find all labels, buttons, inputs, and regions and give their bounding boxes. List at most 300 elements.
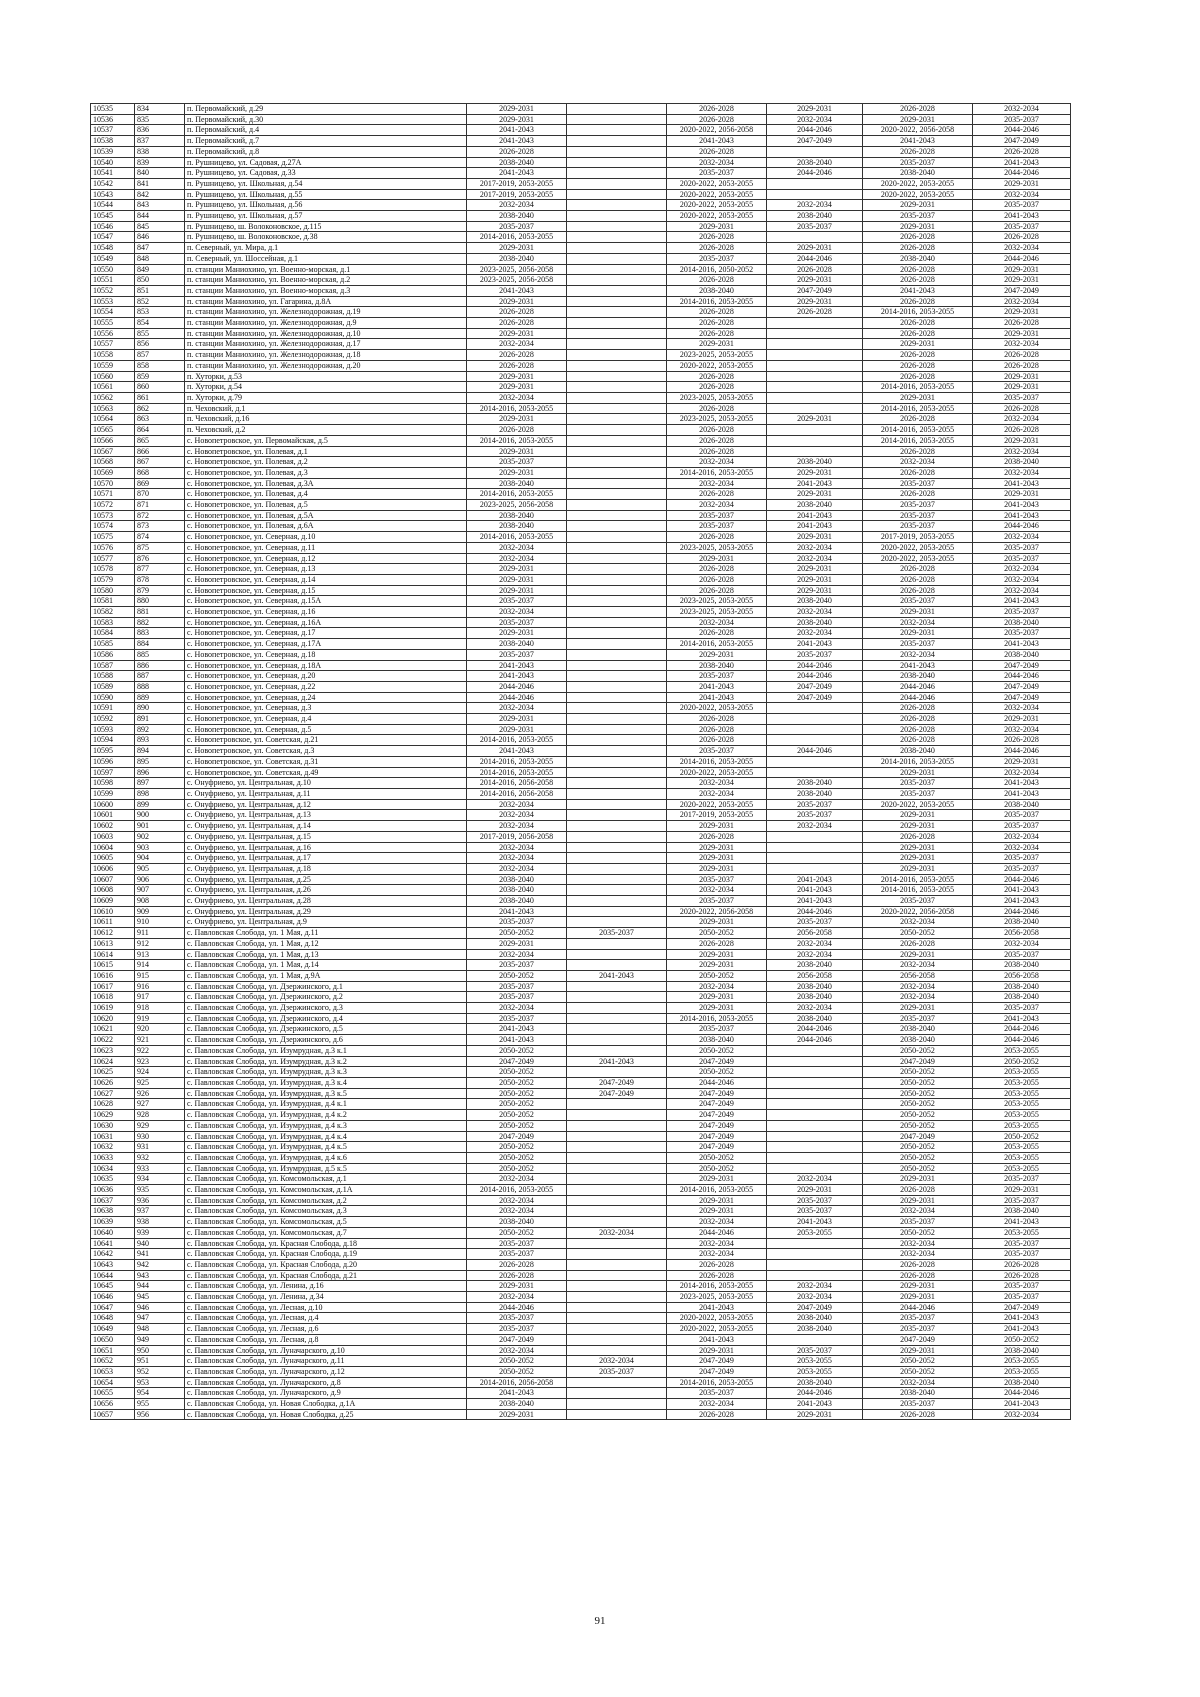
period-cell: 2014-2016, 2053-2055 (863, 885, 973, 896)
period-cell: 2026-2028 (467, 1259, 567, 1270)
period-cell: 2020-2022, 2053-2055 (863, 553, 973, 564)
row-number-cell: 867 (135, 457, 185, 468)
address-cell: п. Рушницево, ш. Волоконовское, д.38 (185, 232, 467, 243)
row-id-cell: 10615 (91, 960, 135, 971)
row-number-cell: 863 (135, 414, 185, 425)
row-number-cell: 859 (135, 371, 185, 382)
period-cell (567, 382, 667, 393)
row-number-cell: 841 (135, 178, 185, 189)
row-number-cell: 956 (135, 1409, 185, 1420)
period-cell: 2038-2040 (767, 457, 863, 468)
table-row (91, 649, 1071, 660)
period-cell: 2020-2022, 2056-2058 (863, 906, 973, 917)
row-id-cell: 10582 (91, 607, 135, 618)
period-cell: 2026-2028 (863, 467, 973, 478)
period-cell: 2044-2046 (973, 1388, 1071, 1399)
row-number-cell: 885 (135, 649, 185, 660)
table-row (91, 810, 1071, 821)
table-row (91, 104, 1071, 115)
period-cell: 2044-2046 (863, 692, 973, 703)
row-number-cell: 911 (135, 928, 185, 939)
address-cell: с. Онуфриево, ул. Центральная, д.12 (185, 799, 467, 810)
period-cell (567, 617, 667, 628)
period-cell (567, 1206, 667, 1217)
period-cell: 2014-2016, 2050-2052 (667, 264, 767, 275)
period-cell: 2029-2031 (863, 1292, 973, 1303)
row-id-cell: 10612 (91, 928, 135, 939)
address-cell: с. Новопетровское, ул. Советская, д.49 (185, 767, 467, 778)
row-id-cell: 10630 (91, 1120, 135, 1131)
row-number-cell: 895 (135, 756, 185, 767)
row-id-cell: 10639 (91, 1217, 135, 1228)
period-cell: 2050-2052 (467, 1088, 567, 1099)
address-cell: с. Новопетровское, ул. Полевая, д.3А (185, 478, 467, 489)
period-cell: 2047-2049 (767, 285, 863, 296)
period-cell: 2041-2043 (973, 157, 1071, 168)
period-cell (567, 574, 667, 585)
address-cell: с. Павловская Слобода, ул. Красная Слобода, д.18 (185, 1238, 467, 1249)
period-cell (567, 489, 667, 500)
period-cell (567, 1152, 667, 1163)
row-number-cell: 891 (135, 714, 185, 725)
period-cell: 2035-2037 (863, 211, 973, 222)
period-cell: 2026-2028 (667, 275, 767, 286)
address-cell: п. станции Маниохино, ул. Железнодорожная, д.17 (185, 339, 467, 350)
period-cell: 2038-2040 (467, 896, 567, 907)
address-cell: с. Новопетровское, ул. Полевая, д.4 (185, 489, 467, 500)
period-cell: 2029-2031 (767, 532, 863, 543)
period-cell: 2014-2016, 2053-2055 (863, 435, 973, 446)
row-id-cell: 10567 (91, 446, 135, 457)
period-cell: 2026-2028 (467, 146, 567, 157)
row-id-cell: 10574 (91, 521, 135, 532)
period-cell: 2029-2031 (467, 938, 567, 949)
period-cell: 2041-2043 (973, 1217, 1071, 1228)
address-cell: с. Павловская Слобода, ул. Изумрудная, д.3 к.3 (185, 1067, 467, 1078)
period-cell (567, 253, 667, 264)
row-number-cell: 861 (135, 392, 185, 403)
period-cell: 2038-2040 (767, 778, 863, 789)
row-number-cell: 896 (135, 767, 185, 778)
period-cell (767, 350, 863, 361)
period-cell: 2038-2040 (863, 1388, 973, 1399)
table-row (91, 1174, 1071, 1185)
period-cell: 2047-2049 (973, 660, 1071, 671)
row-number-cell: 899 (135, 799, 185, 810)
period-cell: 2017-2019, 2053-2055 (667, 810, 767, 821)
row-number-cell: 838 (135, 146, 185, 157)
period-cell: 2041-2043 (973, 596, 1071, 607)
row-id-cell: 10617 (91, 981, 135, 992)
address-cell: с. Павловская Слобода, ул. Дзержинского, д.6 (185, 1035, 467, 1046)
period-cell: 2026-2028 (467, 1270, 567, 1281)
period-cell: 2026-2028 (863, 318, 973, 329)
row-id-cell: 10609 (91, 896, 135, 907)
period-cell (767, 382, 863, 393)
period-cell: 2020-2022, 2053-2055 (667, 211, 767, 222)
row-id-cell: 10622 (91, 1035, 135, 1046)
period-cell (567, 703, 667, 714)
row-id-cell: 10627 (91, 1088, 135, 1099)
table-row (91, 1195, 1071, 1206)
table-row (91, 264, 1071, 275)
address-cell: с. Новопетровское, ул. Северная, д.16 (185, 607, 467, 618)
period-cell: 2014-2016, 2053-2055 (667, 1281, 767, 1292)
period-cell (567, 1217, 667, 1228)
row-id-cell: 10592 (91, 714, 135, 725)
address-cell: п. станции Маниохино, ул. Железнодорожная, д.9 (185, 318, 467, 329)
period-cell (567, 671, 667, 682)
table-row (91, 1142, 1071, 1153)
table-row (91, 1099, 1071, 1110)
table-row (91, 853, 1071, 864)
period-cell: 2038-2040 (767, 1013, 863, 1024)
period-cell: 2041-2043 (467, 285, 567, 296)
period-cell: 2026-2028 (667, 1270, 767, 1281)
row-id-cell: 10647 (91, 1302, 135, 1313)
period-cell: 2035-2037 (567, 1366, 667, 1377)
address-cell: с. Новопетровское, ул. Первомайская, д.5 (185, 435, 467, 446)
row-number-cell: 904 (135, 853, 185, 864)
row-id-cell: 10610 (91, 906, 135, 917)
address-cell: п. Хуторки, д.79 (185, 392, 467, 403)
period-cell (567, 211, 667, 222)
period-cell: 2026-2028 (863, 1270, 973, 1281)
period-cell (767, 863, 863, 874)
period-cell: 2035-2037 (863, 896, 973, 907)
period-cell: 2047-2049 (667, 1110, 767, 1121)
table-row (91, 500, 1071, 511)
period-cell: 2050-2052 (667, 970, 767, 981)
row-number-cell: 855 (135, 328, 185, 339)
period-cell: 2035-2037 (863, 639, 973, 650)
period-cell: 2029-2031 (667, 960, 767, 971)
address-cell: с. Павловская Слобода, ул. Красная Слобода, д.19 (185, 1249, 467, 1260)
schedule-table (90, 103, 1071, 1420)
period-cell: 2026-2028 (863, 735, 973, 746)
row-number-cell: 912 (135, 938, 185, 949)
row-id-cell: 10552 (91, 285, 135, 296)
table-row (91, 307, 1071, 318)
period-cell (567, 735, 667, 746)
table-row (91, 596, 1071, 607)
period-cell: 2020-2022, 2053-2055 (863, 189, 973, 200)
period-cell: 2041-2043 (667, 692, 767, 703)
period-cell: 2056-2058 (973, 970, 1071, 981)
row-number-cell: 913 (135, 949, 185, 960)
period-cell: 2038-2040 (667, 1035, 767, 1046)
address-cell: с. Онуфриево, ул. Центральная, д.26 (185, 885, 467, 896)
row-number-cell: 897 (135, 778, 185, 789)
period-cell: 2032-2034 (667, 617, 767, 628)
period-cell: 2050-2052 (667, 1152, 767, 1163)
row-id-cell: 10581 (91, 596, 135, 607)
period-cell: 2026-2028 (667, 146, 767, 157)
period-cell: 2029-2031 (667, 339, 767, 350)
period-cell: 2032-2034 (863, 1238, 973, 1249)
row-number-cell: 850 (135, 275, 185, 286)
table-row (91, 681, 1071, 692)
period-cell: 2035-2037 (973, 553, 1071, 564)
row-id-cell: 10553 (91, 296, 135, 307)
period-cell (567, 885, 667, 896)
table-row (91, 1045, 1071, 1056)
period-cell: 2026-2028 (667, 831, 767, 842)
period-cell: 2047-2049 (767, 681, 863, 692)
period-cell: 2029-2031 (863, 221, 973, 232)
period-cell: 2032-2034 (467, 703, 567, 714)
row-id-cell: 10558 (91, 350, 135, 361)
page-number: 91 (594, 1615, 606, 1627)
period-cell (567, 318, 667, 329)
period-cell: 2029-2031 (863, 607, 973, 618)
period-cell: 2026-2028 (667, 574, 767, 585)
period-cell (767, 435, 863, 446)
period-cell: 2041-2043 (667, 136, 767, 147)
period-cell: 2041-2043 (467, 671, 567, 682)
document-table-container (90, 103, 1070, 1420)
row-id-cell: 10618 (91, 992, 135, 1003)
row-id-cell: 10649 (91, 1324, 135, 1335)
period-cell: 2014-2016, 2053-2055 (863, 403, 973, 414)
table-row (91, 1185, 1071, 1196)
row-number-cell: 947 (135, 1313, 185, 1324)
row-id-cell: 10616 (91, 970, 135, 981)
row-number-cell: 883 (135, 628, 185, 639)
row-number-cell: 954 (135, 1388, 185, 1399)
period-cell (767, 1334, 863, 1345)
period-cell: 2035-2037 (973, 853, 1071, 864)
address-cell: с. Новопетровское, ул. Северная, д.5 (185, 724, 467, 735)
period-cell (567, 200, 667, 211)
period-cell: 2050-2052 (863, 1067, 973, 1078)
address-cell: с. Павловская Слобода, ул. Новая Слободка, д.25 (185, 1409, 467, 1420)
period-cell: 2047-2049 (467, 1056, 567, 1067)
row-id-cell: 10570 (91, 478, 135, 489)
row-number-cell: 929 (135, 1120, 185, 1131)
row-id-cell: 10564 (91, 414, 135, 425)
table-row (91, 339, 1071, 350)
period-cell: 2029-2031 (973, 489, 1071, 500)
period-cell: 2035-2037 (863, 1313, 973, 1324)
address-cell: с. Новопетровское, ул. Северная, д.17 (185, 628, 467, 639)
row-number-cell: 872 (135, 510, 185, 521)
period-cell: 2026-2028 (863, 489, 973, 500)
period-cell: 2056-2058 (863, 970, 973, 981)
period-cell: 2032-2034 (467, 1292, 567, 1303)
table-row (91, 1259, 1071, 1270)
period-cell: 2029-2031 (467, 371, 567, 382)
period-cell (567, 596, 667, 607)
period-cell: 2014-2016, 2053-2055 (667, 467, 767, 478)
row-id-cell: 10638 (91, 1206, 135, 1217)
address-cell: с. Павловская Слобода, ул. Изумрудная, д.3 к.1 (185, 1045, 467, 1056)
row-number-cell: 869 (135, 478, 185, 489)
period-cell: 2032-2034 (767, 1003, 863, 1014)
period-cell: 2026-2028 (863, 938, 973, 949)
address-cell: с. Павловская Слобода, ул. Изумрудная, д.4 к.1 (185, 1099, 467, 1110)
period-cell: 2026-2028 (863, 328, 973, 339)
period-cell: 2029-2031 (767, 564, 863, 575)
period-cell: 2029-2031 (467, 328, 567, 339)
period-cell: 2020-2022, 2056-2058 (863, 125, 973, 136)
table-row (91, 435, 1071, 446)
period-cell: 2050-2052 (467, 1120, 567, 1131)
table-row (91, 1281, 1071, 1292)
address-cell: с. Павловская Слобода, ул. 1 Мая, д.11 (185, 928, 467, 939)
period-cell: 2050-2052 (467, 1110, 567, 1121)
period-cell: 2029-2031 (863, 1003, 973, 1014)
address-cell: с. Павловская Слобода, ул. Лесная, д.6 (185, 1324, 467, 1335)
address-cell: п. Рушницево, ул. Садовая, д.33 (185, 168, 467, 179)
period-cell (567, 1399, 667, 1410)
period-cell: 2050-2052 (467, 1045, 567, 1056)
period-cell (767, 767, 863, 778)
period-cell: 2023-2025, 2056-2058 (467, 264, 567, 275)
period-cell: 2032-2034 (767, 1174, 863, 1185)
period-cell: 2026-2028 (863, 574, 973, 585)
period-cell: 2029-2031 (863, 821, 973, 832)
period-cell: 2029-2031 (667, 992, 767, 1003)
period-cell: 2044-2046 (467, 1302, 567, 1313)
row-id-cell: 10550 (91, 264, 135, 275)
address-cell: с. Онуфриево, ул. Центральная, д.16 (185, 842, 467, 853)
row-id-cell: 10656 (91, 1399, 135, 1410)
row-id-cell: 10583 (91, 617, 135, 628)
period-cell: 2044-2046 (767, 168, 863, 179)
row-id-cell: 10551 (91, 275, 135, 286)
period-cell: 2050-2052 (467, 1077, 567, 1088)
period-cell: 2038-2040 (767, 1377, 863, 1388)
period-cell: 2035-2037 (973, 821, 1071, 832)
period-cell: 2035-2037 (767, 917, 863, 928)
period-cell: 2035-2037 (973, 949, 1071, 960)
period-cell: 2053-2055 (973, 1356, 1071, 1367)
row-id-cell: 10601 (91, 810, 135, 821)
row-number-cell: 922 (135, 1045, 185, 1056)
period-cell: 2038-2040 (767, 500, 863, 511)
table-row (91, 403, 1071, 414)
period-cell (567, 457, 667, 468)
period-cell: 2014-2016, 2053-2055 (467, 403, 567, 414)
row-number-cell: 837 (135, 136, 185, 147)
period-cell: 2026-2028 (973, 360, 1071, 371)
period-cell: 2035-2037 (467, 981, 567, 992)
row-id-cell: 10576 (91, 542, 135, 553)
period-cell: 2035-2037 (767, 1206, 863, 1217)
period-cell (567, 532, 667, 543)
period-cell: 2038-2040 (767, 981, 863, 992)
period-cell: 2047-2049 (973, 681, 1071, 692)
row-id-cell: 10594 (91, 735, 135, 746)
row-number-cell: 852 (135, 296, 185, 307)
period-cell: 2026-2028 (863, 275, 973, 286)
period-cell: 2050-2052 (863, 1366, 973, 1377)
row-id-cell: 10602 (91, 821, 135, 832)
address-cell: с. Онуфриево, ул. Центральная, д.15 (185, 831, 467, 842)
table-row (91, 532, 1071, 543)
period-cell: 2026-2028 (467, 425, 567, 436)
period-cell: 2041-2043 (767, 521, 863, 532)
period-cell: 2020-2022, 2053-2055 (863, 178, 973, 189)
period-cell: 2035-2037 (667, 510, 767, 521)
period-cell: 2047-2049 (667, 1099, 767, 1110)
row-id-cell: 10600 (91, 799, 135, 810)
period-cell (567, 649, 667, 660)
period-cell: 2032-2034 (767, 1292, 863, 1303)
row-number-cell: 871 (135, 500, 185, 511)
row-id-cell: 10572 (91, 500, 135, 511)
table-row (91, 585, 1071, 596)
row-number-cell: 857 (135, 350, 185, 361)
period-cell (767, 831, 863, 842)
address-cell: п. Рушницево, ул. Садовая, д.27А (185, 157, 467, 168)
row-number-cell: 933 (135, 1163, 185, 1174)
period-cell: 2029-2031 (467, 564, 567, 575)
period-cell: 2032-2034 (973, 414, 1071, 425)
table-row (91, 970, 1071, 981)
table-row (91, 896, 1071, 907)
row-id-cell: 10575 (91, 532, 135, 543)
period-cell: 2041-2043 (467, 125, 567, 136)
period-cell: 2035-2037 (667, 168, 767, 179)
row-id-cell: 10557 (91, 339, 135, 350)
period-cell: 2041-2043 (863, 285, 973, 296)
row-number-cell: 945 (135, 1292, 185, 1303)
period-cell (567, 1067, 667, 1078)
period-cell (767, 1152, 863, 1163)
table-row (91, 607, 1071, 618)
period-cell: 2032-2034 (467, 949, 567, 960)
row-number-cell: 948 (135, 1324, 185, 1335)
period-cell: 2029-2031 (467, 1281, 567, 1292)
period-cell: 2044-2046 (863, 681, 973, 692)
period-cell: 2029-2031 (667, 853, 767, 864)
row-id-cell: 10644 (91, 1270, 135, 1281)
row-number-cell: 851 (135, 285, 185, 296)
period-cell: 2038-2040 (973, 1206, 1071, 1217)
table-row (91, 318, 1071, 329)
row-id-cell: 10628 (91, 1099, 135, 1110)
address-cell: п. Первомайский, д.4 (185, 125, 467, 136)
row-number-cell: 937 (135, 1206, 185, 1217)
period-cell (567, 1313, 667, 1324)
period-cell: 2014-2016, 2053-2055 (667, 296, 767, 307)
period-cell: 2029-2031 (863, 949, 973, 960)
period-cell: 2032-2034 (467, 1174, 567, 1185)
period-cell: 2032-2034 (863, 1206, 973, 1217)
period-cell: 2035-2037 (863, 778, 973, 789)
row-id-cell: 10568 (91, 457, 135, 468)
table-row (91, 1356, 1071, 1367)
period-cell: 2044-2046 (973, 671, 1071, 682)
table-row (91, 157, 1071, 168)
period-cell: 2014-2016, 2053-2055 (467, 1185, 567, 1196)
period-cell: 2029-2031 (863, 863, 973, 874)
period-cell: 2029-2031 (863, 1174, 973, 1185)
period-cell: 2035-2037 (667, 671, 767, 682)
table-row (91, 1152, 1071, 1163)
table-row (91, 692, 1071, 703)
period-cell (567, 906, 667, 917)
row-id-cell: 10608 (91, 885, 135, 896)
table-row (91, 1302, 1071, 1313)
row-id-cell: 10548 (91, 243, 135, 254)
row-number-cell: 888 (135, 681, 185, 692)
period-cell: 2050-2052 (467, 1099, 567, 1110)
row-id-cell: 10536 (91, 114, 135, 125)
period-cell: 2020-2022, 2053-2055 (667, 189, 767, 200)
